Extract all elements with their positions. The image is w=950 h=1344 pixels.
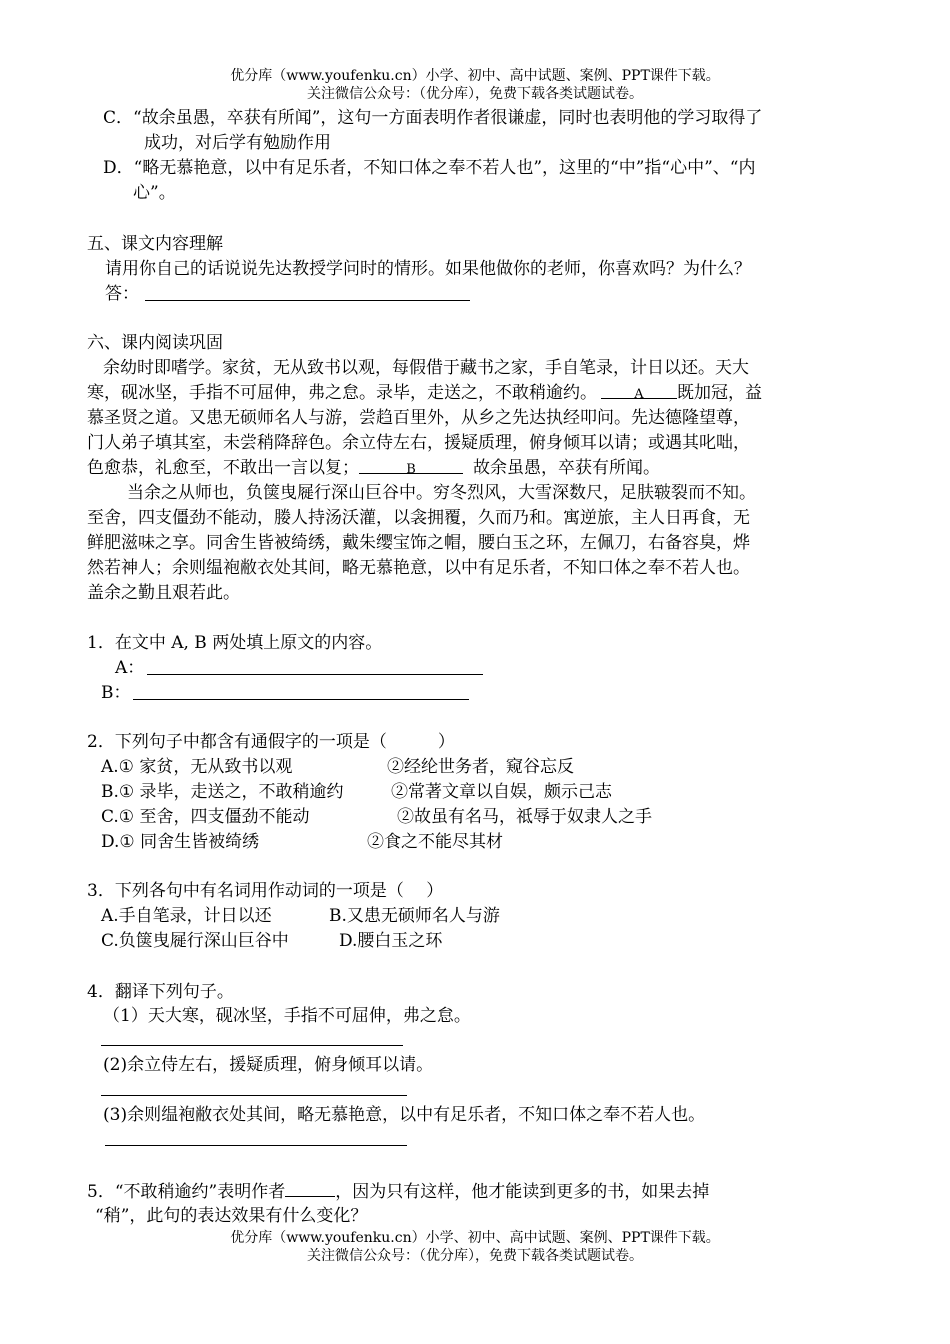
passage-p2-line-1: 当余之从师也，负箧曳屣行深山巨谷中。穷冬烈风，大雪深数尺，足肤皲裂而不知。 bbox=[127, 483, 756, 503]
q1-b-line[interactable] bbox=[133, 699, 469, 700]
q5-line-1 bbox=[87, 1180, 709, 1203]
passage-p2-line-5: 盖余之勤且艰若此。 bbox=[87, 583, 240, 603]
option-c-line-1: C．“故余虽愚，卒获有所闻”，这句一方面表明作者很谦虚，同时也表明他的学习取得了 bbox=[103, 108, 763, 128]
blank-a-mark: A bbox=[634, 387, 644, 402]
q2-option-c-1[interactable]: C.① 至舍，四支僵劲不能动 bbox=[101, 807, 310, 827]
header-line-2: 关注微信公众号：（优分库），免费下载各类试题试卷。 bbox=[307, 86, 643, 102]
q2-option-d-2: ②食之不能尽其材 bbox=[367, 832, 503, 852]
option-d-line-2: 心”。 bbox=[133, 183, 176, 203]
section5-title: 五、课文内容理解 bbox=[87, 234, 223, 254]
passage-p1-line-2-text: 寒，砚冰坚，手指不可屈伸，弗之怠。录毕，走送之，不敢稍逾约。 bbox=[87, 383, 597, 403]
section5-answer-label: 答： bbox=[105, 284, 139, 304]
passage-p2-line-2: 至舍，四支僵劲不能动，媵人持汤沃灌，以衾拥覆，久而乃和。寓逆旅，主人日再食，无 bbox=[87, 508, 750, 528]
blank-a[interactable] bbox=[601, 382, 677, 402]
q5-blank[interactable] bbox=[285, 1180, 335, 1197]
section6-title: 六、课内阅读巩固 bbox=[87, 333, 223, 353]
q1-b-label: B： bbox=[101, 683, 131, 703]
blank-b[interactable] bbox=[359, 457, 463, 477]
section5-answer-line[interactable] bbox=[145, 300, 470, 301]
passage-p1-line-1: 余幼时即嗜学。家贫，无从致书以观，每假借于藏书之家，手自笔录，计日以还。天大 bbox=[103, 358, 749, 378]
q3-text: 3．下列各句中有名词用作动词的一项是（ ） bbox=[87, 881, 444, 901]
q4-sentence-1: （1）天大寒，砚冰坚，手指不可屈伸，弗之怠。 bbox=[103, 1006, 471, 1026]
option-d-line-1: D．“略无慕艳意，以中有足乐者，不知口体之奉不若人也”，这里的“中”指“心中”、“内 bbox=[103, 158, 756, 178]
q4-answer-line-1[interactable] bbox=[101, 1045, 403, 1046]
q4-answer-line-3[interactable] bbox=[105, 1145, 407, 1146]
q2-option-c-2: ②故虽有名马，祗辱于奴隶人之手 bbox=[397, 807, 652, 827]
passage-p1-line-4: 门人弟子填其室，未尝稍降辞色。余立侍左右，援疑质理，俯身倾耳以请；或遇其叱咄， bbox=[87, 433, 750, 453]
passage-p1-line-5-tail: 故余虽愚，卒获有所闻。 bbox=[473, 458, 660, 478]
q5-text-b: ，因为只有这样，他才能读到更多的书，如果去掉 bbox=[335, 1182, 710, 1202]
q4-sentence-2: (2)余立侍左右，援疑质理，俯身倾耳以请。 bbox=[103, 1055, 434, 1075]
q4-sentence-3: (3)余则缊袍敝衣处其间，略无慕艳意，以中有足乐者，不知口体之奉不若人也。 bbox=[103, 1105, 706, 1125]
q2-option-a-1[interactable]: A.① 家贫，无从致书以观 bbox=[101, 757, 293, 777]
section5-question: 请用你自己的话说说先达教授学问时的情形。如果他做你的老师，你喜欢吗？为什么？ bbox=[105, 259, 751, 279]
q5-line-2: “稍”，此句的表达效果有什么变化？ bbox=[95, 1206, 368, 1226]
passage-p1-line-3: 慕圣贤之道。又患无硕师名人与游，尝趋百里外，从乡之先达执经叩问。先达德隆望尊， bbox=[87, 408, 750, 428]
q2-option-b-1[interactable]: B.① 录毕，走送之，不敢稍逾约 bbox=[101, 782, 344, 802]
passage-p1-line-2 bbox=[87, 382, 762, 404]
footer-line-2: 关注微信公众号：（优分库），免费下载各类试题试卷。 bbox=[307, 1248, 643, 1264]
q2-text: 2．下列句子中都含有通假字的一项是（ ） bbox=[87, 732, 455, 752]
q1-a-label: A： bbox=[115, 658, 145, 678]
q1-a-line[interactable] bbox=[147, 674, 483, 675]
passage-p1-line-5 bbox=[87, 457, 660, 479]
q3-option-c[interactable]: C.负箧曳屣行深山巨谷中 bbox=[101, 931, 289, 951]
passage-p2-line-4: 然若神人；余则缊袍敝衣处其间，略无慕艳意，以中有足乐者，不知口体之奉不若人也。 bbox=[87, 558, 750, 578]
q2-option-b-2: ②常著文章以自娱，颇示己志 bbox=[391, 782, 612, 802]
footer-line-1: 优分库（www.youfenku.cn）小学、初中、高中试题、案例、PPT课件下载。 bbox=[230, 1230, 720, 1246]
q1-text: 1．在文中 A, B 两处填上原文的内容。 bbox=[87, 633, 383, 653]
q5-text-a: 5．“不敢稍逾约”表明作者 bbox=[87, 1182, 286, 1202]
passage-p1-line-2-tail: 既加冠，益 bbox=[677, 383, 762, 403]
passage-p2-line-3: 鲜肥滋味之享。同舍生皆被绮绣，戴朱缨宝饰之帽，腰白玉之环，左佩刀，右备容臭，烨 bbox=[87, 533, 750, 553]
q4-answer-line-2[interactable] bbox=[101, 1095, 407, 1096]
q2-option-a-2: ②经纶世务者，窥谷忘反 bbox=[387, 757, 574, 777]
header-line-1: 优分库（www.youfenku.cn）小学、初中、高中试题、案例、PPT课件下载。 bbox=[230, 68, 720, 84]
q4-text: 4．翻译下列句子。 bbox=[87, 982, 234, 1002]
q3-option-d[interactable]: D.腰白玉之环 bbox=[339, 931, 443, 951]
option-c-line-2: 成功，对后学有勉励作用 bbox=[144, 133, 331, 153]
passage-p1-line-5-text: 色愈恭，礼愈至，不敢出一言以复； bbox=[87, 458, 359, 478]
blank-b-mark: B bbox=[406, 462, 416, 477]
q3-option-a[interactable]: A.手自笔录，计日以还 bbox=[101, 906, 272, 926]
q3-option-b[interactable]: B.又患无硕师名人与游 bbox=[329, 906, 500, 926]
q2-option-d-1[interactable]: D.① 同舍生皆被绮绣 bbox=[101, 832, 260, 852]
